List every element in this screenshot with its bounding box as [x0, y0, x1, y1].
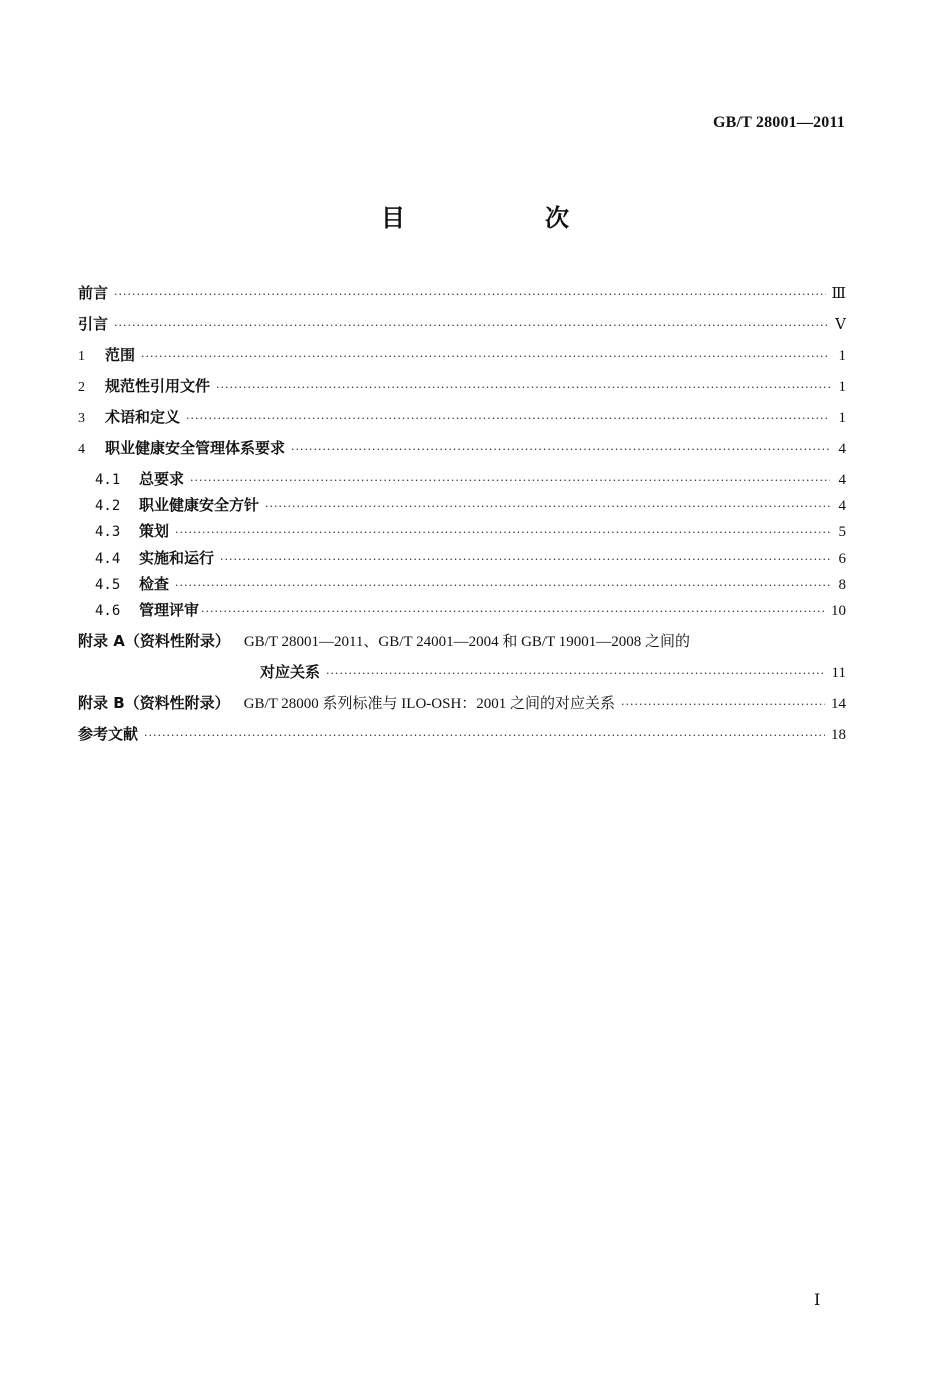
- annex-b-title: GB/T 28000 系列标准与 ILO-OSH：2001 之间的对应关系: [243, 696, 616, 712]
- toc-entry-1[interactable]: [78, 344, 846, 366]
- toc-entry-4-2[interactable]: [95, 494, 846, 516]
- leader-dots: [621, 694, 825, 716]
- toc-entry-page: 5: [838, 524, 846, 540]
- toc-entry-number: 4.1: [95, 472, 121, 488]
- leader-dots: [114, 284, 826, 306]
- toc-entry-page: 11: [831, 665, 846, 681]
- leader-dots: [326, 663, 826, 685]
- toc-entry-annex-b[interactable]: [78, 692, 846, 714]
- toc-entry-title: 职业健康安全管理体系要求: [105, 439, 286, 457]
- toc-entry-4[interactable]: [78, 437, 846, 459]
- toc-entry-page: Ⅲ: [831, 286, 846, 302]
- toc-entry-title: 总要求: [139, 470, 185, 488]
- toc-entry-4-1[interactable]: [95, 468, 846, 490]
- toc-entry-page: 8: [838, 577, 846, 593]
- leader-dots: [141, 346, 830, 368]
- toc-entry-bibliography[interactable]: [78, 723, 846, 745]
- leader-dots: [216, 377, 830, 399]
- toc-entry-page: 18: [831, 727, 846, 743]
- toc-entry-title: 策划: [139, 522, 170, 540]
- leader-dots: [144, 725, 825, 747]
- toc-entry-page: 4: [838, 498, 846, 514]
- toc-entry-number: 4.2: [95, 498, 121, 514]
- leader-dots: [265, 496, 830, 518]
- toc-entry-number: 3: [78, 411, 85, 426]
- leader-dots: [186, 408, 830, 430]
- toc-entry-page: 1: [838, 348, 846, 364]
- toc-entry-title: 职业健康安全方针: [139, 496, 260, 514]
- leader-dots: [190, 470, 830, 492]
- toc-entry-4-6[interactable]: [95, 599, 846, 621]
- toc-entry-page: 10: [831, 603, 846, 619]
- leader-dots: [220, 549, 830, 571]
- toc-entry-4-4[interactable]: [95, 547, 846, 569]
- page-number: Ⅰ: [814, 1292, 821, 1309]
- annex-a-title-line1: GB/T 28001—2011、GB/T 24001—2004 和 GB/T 19001—2008 之间的: [243, 634, 690, 650]
- toc-entry-foreword[interactable]: [78, 282, 846, 304]
- toc-entry-title: 管理评审: [139, 601, 200, 619]
- toc-entry-annex-a[interactable]: [78, 630, 846, 652]
- toc-entry-number: 4.5: [95, 577, 121, 593]
- toc-entry-3[interactable]: [78, 406, 846, 428]
- toc-entry-title: 参考文献: [78, 725, 139, 743]
- leader-dots: [201, 601, 825, 623]
- annex-a-title-line2: 对应关系: [260, 663, 321, 681]
- toc-entry-title: 引言: [78, 315, 109, 333]
- toc-entry-title: 实施和运行: [139, 549, 215, 567]
- toc-entry-page: 1: [838, 410, 846, 426]
- toc-entry-page: 4: [838, 441, 846, 457]
- toc-entry-number: 4.3: [95, 524, 121, 540]
- leader-dots: [291, 439, 830, 461]
- toc-entry-page: 14: [831, 696, 846, 712]
- toc-entry-number: 2: [78, 380, 85, 395]
- toc-entry-title: 范围: [105, 346, 136, 364]
- toc-entry-title: 术语和定义: [105, 408, 181, 426]
- toc-entry-number: 4.6: [95, 603, 121, 619]
- toc-entry-number: 1: [78, 349, 85, 364]
- toc-entry-introduction[interactable]: [78, 313, 846, 335]
- annex-b-prefix: 附录 B（资料性附录）: [78, 694, 230, 712]
- toc-entry-2[interactable]: [78, 375, 846, 397]
- toc-entry-title: 前言: [78, 284, 109, 302]
- toc-entry-page: 1: [838, 379, 846, 395]
- toc-entry-page: 4: [838, 472, 846, 488]
- toc-entry-4-5[interactable]: [95, 573, 846, 595]
- toc-entry-4-3[interactable]: [95, 520, 846, 542]
- toc-entry-annex-a-cont[interactable]: [260, 661, 846, 683]
- toc-entry-title: 规范性引用文件: [105, 377, 211, 395]
- toc-entry-number: 4.4: [95, 551, 121, 567]
- toc-entry-page: Ⅴ: [835, 317, 846, 333]
- leader-dots: [114, 315, 829, 337]
- toc-entry-number: 4: [78, 442, 85, 457]
- annex-a-prefix: 附录 A（资料性附录）: [78, 632, 230, 650]
- toc-title: 目 次: [381, 204, 627, 232]
- standard-number: GB/T 28001—2011: [712, 114, 845, 131]
- toc-entry-page: 6: [838, 551, 846, 567]
- leader-dots: [175, 522, 830, 544]
- toc-entry-title: 检查: [139, 575, 170, 593]
- leader-dots: [175, 575, 830, 597]
